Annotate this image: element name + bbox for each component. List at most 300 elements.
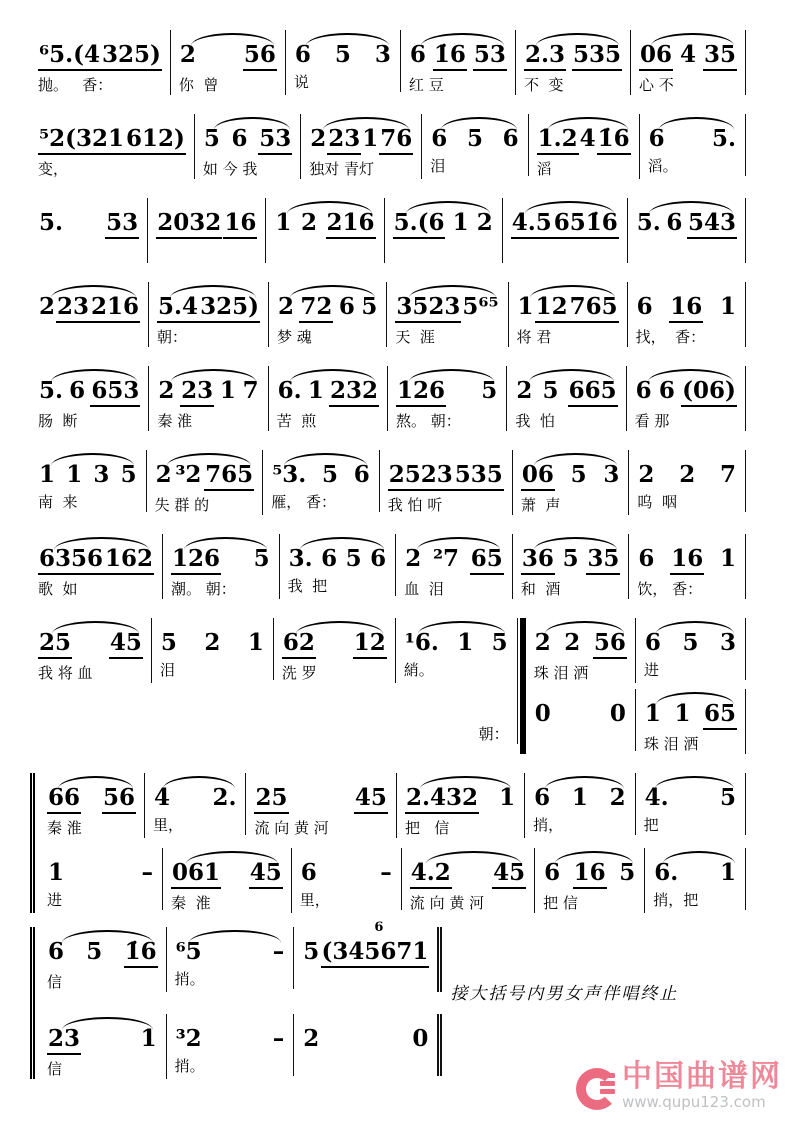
measure <box>526 689 636 751</box>
notation <box>395 294 499 323</box>
music-line <box>39 773 746 838</box>
note-token: 1 <box>517 293 534 320</box>
notation <box>274 210 375 239</box>
note-token: 6 <box>544 859 561 886</box>
music-line <box>30 534 746 599</box>
notation <box>636 210 737 239</box>
lyrics: 滔 <box>536 160 552 178</box>
note-token: 2 <box>609 784 626 811</box>
note-token: 126 <box>396 378 446 407</box>
notation <box>644 701 737 730</box>
notation <box>47 1026 158 1055</box>
notation <box>38 294 140 323</box>
notation <box>636 294 737 323</box>
measure <box>145 773 247 835</box>
notation <box>388 462 504 491</box>
notation <box>637 546 737 575</box>
notation <box>47 860 154 886</box>
measure <box>280 534 397 596</box>
note-token: 162 <box>104 546 154 575</box>
note-token: 5 <box>253 545 270 572</box>
notation <box>302 939 429 968</box>
note-token: 6 <box>294 41 311 68</box>
lyrics: 泪 <box>430 157 446 175</box>
note-token: 2 <box>155 461 172 488</box>
measure <box>147 450 264 515</box>
measure <box>148 198 266 263</box>
measure <box>636 618 746 680</box>
notation <box>521 546 621 575</box>
note-token: 2. <box>212 784 237 811</box>
music-system <box>30 450 746 515</box>
lyrics: 朝： <box>157 328 188 346</box>
lyrics: 苦 煎 <box>276 412 317 430</box>
note-token: 6 <box>431 125 448 152</box>
lyrics <box>302 972 429 992</box>
note-token: 535 <box>454 462 504 491</box>
note-token: ⁵3. <box>272 461 307 488</box>
lyrics: 南 来 <box>38 493 78 511</box>
note-token: 56 <box>243 42 277 71</box>
measure <box>39 848 163 910</box>
note-token: 1 <box>719 545 736 572</box>
lyrics: 失 群 的 <box>154 496 210 514</box>
note-token: 23 <box>56 294 90 323</box>
measure <box>503 198 628 263</box>
note-token: 6 <box>321 545 338 572</box>
note-token: 6 <box>644 629 661 656</box>
note-token: 3 <box>93 461 110 488</box>
note-token: 5. <box>39 209 64 236</box>
note-token: 4 <box>579 125 596 152</box>
notation <box>300 860 393 886</box>
note-token: 1 <box>719 293 736 320</box>
measure <box>246 773 396 838</box>
measure <box>30 366 149 431</box>
notation <box>171 546 271 575</box>
note-token: 1 <box>140 1025 157 1052</box>
note-token: 0 <box>412 1025 429 1052</box>
note-token: 2 <box>300 209 317 236</box>
measure <box>286 30 401 92</box>
note-token: – <box>272 1025 285 1052</box>
note-token: 1 <box>275 209 292 236</box>
note-token: 72 <box>299 294 333 323</box>
measure <box>292 848 402 910</box>
note-token: 2 <box>310 125 327 152</box>
note-token: (345671 <box>321 939 430 968</box>
note-token: 6. <box>277 377 302 404</box>
music-line <box>30 366 746 431</box>
lyrics: 天 涯 <box>395 328 435 346</box>
note-token: 3. <box>288 545 313 572</box>
measure <box>397 773 525 838</box>
note-token: 5 <box>542 377 559 404</box>
lyrics: 进 <box>47 891 63 909</box>
note-token: 126 <box>171 546 221 575</box>
lyrics: 抛。 香： <box>38 76 113 94</box>
note-token: 6 <box>648 125 665 152</box>
notation <box>157 378 259 407</box>
note-token: ⁵2(321 <box>38 126 125 155</box>
note-token: 2 <box>204 629 221 656</box>
lyrics: 和 酒 <box>520 580 561 598</box>
measure <box>396 534 513 599</box>
lyrics <box>38 327 140 347</box>
music-line <box>30 114 746 179</box>
note-token: 651̇6 <box>553 210 619 239</box>
note-token: 6 <box>370 545 387 572</box>
music-system <box>30 30 746 95</box>
note-token: 5 <box>203 125 220 152</box>
note-token: 1 <box>457 629 474 656</box>
measure <box>39 773 145 838</box>
note-token: 53 <box>258 126 292 155</box>
lyrics <box>38 243 139 263</box>
note-token: 765 <box>204 462 254 491</box>
notation <box>405 785 516 814</box>
measure <box>30 534 163 599</box>
note-token: 665 <box>568 378 618 407</box>
lyrics: 血 泪 <box>404 580 444 598</box>
note-token: 5.4 <box>157 294 199 323</box>
note-token: 3 <box>374 41 391 68</box>
note-token: 3523 <box>395 294 461 323</box>
lyrics: 里， <box>152 816 183 834</box>
measure <box>266 198 384 263</box>
lyrics: 秦 淮 <box>47 819 82 837</box>
measure <box>195 114 301 179</box>
measure <box>388 366 507 431</box>
note-token: 25 <box>38 630 72 659</box>
lyrics: 流 向 黄 河 <box>254 819 329 837</box>
note-token: 16 <box>670 546 704 575</box>
notation <box>277 378 379 407</box>
measure <box>645 848 746 910</box>
lyrics: 把 信 <box>543 894 578 912</box>
measure <box>513 450 630 515</box>
note-token: 5 <box>466 125 483 152</box>
note-token: 53 <box>105 210 139 239</box>
note-token: 4. <box>644 784 669 811</box>
note-token: – <box>272 938 285 965</box>
notation <box>521 462 621 491</box>
notation <box>515 378 617 407</box>
notation <box>637 462 737 488</box>
lyrics: 雁， 香： <box>271 493 336 511</box>
lyrics: 珠 泪 洒 <box>533 664 589 682</box>
lyrics <box>156 243 257 263</box>
note-token: 2523 <box>388 462 454 491</box>
note-token: 35 <box>586 546 620 575</box>
site-logo <box>576 1061 782 1111</box>
logo-bars <box>600 1070 615 1097</box>
notation <box>302 1026 429 1052</box>
lyrics: 捎。 <box>174 970 205 988</box>
lyrics: 萧 声 <box>520 496 561 514</box>
notation <box>644 785 737 811</box>
lyrics: 我 将 血 <box>38 664 93 682</box>
lyrics: 把 信 <box>404 819 450 837</box>
measure <box>167 927 295 989</box>
note-token: 56 <box>102 785 136 814</box>
note-token: 5 <box>491 629 508 656</box>
notation <box>203 126 292 155</box>
annotation-text: 接大括号内男女声伴唱终止 <box>450 984 679 1004</box>
lyrics: 肠 断 <box>38 412 78 430</box>
note-token: 6 <box>69 377 86 404</box>
note-token: 2 <box>39 293 56 320</box>
lyrics: 潮。 朝： <box>171 580 236 598</box>
note-token: 16 <box>573 860 607 889</box>
note-token: 16 <box>669 294 703 323</box>
music-system <box>30 920 746 1079</box>
note-token: ³2 <box>175 1025 202 1052</box>
note-token: 35 <box>703 42 737 71</box>
note-token: 5 <box>303 938 320 965</box>
measure <box>269 282 387 347</box>
measure <box>30 114 195 179</box>
music-line <box>30 30 746 95</box>
measure <box>301 114 422 179</box>
note-token: 45 <box>109 630 143 659</box>
note-token: 65 <box>470 546 504 575</box>
note-token: 4.5 <box>511 210 553 239</box>
note-token: 12 <box>353 630 387 659</box>
note-token: 06 <box>521 462 555 491</box>
measure <box>442 927 746 1004</box>
measure <box>387 282 508 347</box>
note-token: (06) <box>681 378 737 407</box>
note-token: 1 <box>499 784 516 811</box>
note-token: 2 <box>516 377 533 404</box>
notation <box>309 126 413 155</box>
note-token: 2 <box>158 377 175 404</box>
measure <box>171 30 286 95</box>
music-line <box>39 848 746 913</box>
notation <box>157 294 260 323</box>
notation <box>288 546 388 572</box>
lyrics: 将 君 <box>516 328 552 346</box>
notation <box>517 294 619 323</box>
notation <box>644 630 737 656</box>
note-token: 543 <box>687 210 737 239</box>
note-token: 653 <box>90 378 140 407</box>
note-token: 5 <box>481 377 498 404</box>
note-token: 53 <box>473 42 507 71</box>
lyrics: 洗 罗 <box>281 664 317 682</box>
measure <box>39 1014 167 1079</box>
measure <box>149 282 269 347</box>
measure <box>509 282 628 347</box>
note-token: 66 <box>47 785 81 814</box>
note-token: 5. <box>636 209 661 236</box>
voice-line-top <box>526 618 746 683</box>
lyrics: 珠 泪 洒 <box>643 735 699 753</box>
note-token: 5 <box>120 461 137 488</box>
lyrics: 里， <box>299 891 330 909</box>
note-token: 2 <box>534 629 551 656</box>
notation <box>38 210 139 239</box>
note-token: 216 <box>326 210 376 239</box>
notation <box>47 785 136 814</box>
notation <box>271 462 371 488</box>
measure <box>294 1014 442 1076</box>
note-token: 7 <box>242 377 259 404</box>
lyrics: 綃。 <box>403 661 434 679</box>
note-token: 061 <box>171 860 221 889</box>
notation <box>38 126 186 155</box>
lyrics: 独对 青灯 <box>309 160 374 178</box>
measure <box>628 198 746 263</box>
measure <box>30 450 147 512</box>
note-token: 2 <box>476 209 493 236</box>
note-token: ³2 <box>175 461 202 488</box>
lyrics <box>393 243 494 263</box>
note-token: 5 <box>322 461 339 488</box>
lyrics: 看 那 <box>634 412 670 430</box>
notation <box>511 210 619 239</box>
note-token: 2 <box>564 629 581 656</box>
notation <box>393 210 494 239</box>
measure <box>422 114 528 176</box>
note-token: 325) <box>199 294 260 323</box>
notation <box>254 785 387 814</box>
measure <box>149 366 268 431</box>
measure <box>385 198 503 263</box>
notation <box>410 860 526 889</box>
notation <box>171 860 283 889</box>
lyrics: 不 变 <box>523 76 564 94</box>
music-line <box>30 282 746 347</box>
lyrics: 进 <box>643 661 659 679</box>
note-token: ²7 <box>432 545 460 572</box>
note-token: 0 <box>534 700 551 727</box>
note-token: 2 <box>679 461 696 488</box>
note-token: 2032 <box>156 210 222 239</box>
note-token: 1̇6 <box>124 939 158 968</box>
music-system <box>30 618 746 754</box>
notation <box>404 546 504 575</box>
note-token: 5.(6 <box>393 210 446 239</box>
note-token: 1 <box>571 784 588 811</box>
note-token: 1̇6 <box>597 126 631 155</box>
note-token: 1 <box>307 377 324 404</box>
note-token: 5. <box>39 377 64 404</box>
measure <box>507 366 626 431</box>
note-token: 216 <box>90 294 140 323</box>
note-token: 12 <box>535 294 569 323</box>
lyrics: 歌 如 <box>38 580 78 598</box>
note-token: 16 <box>223 210 257 239</box>
notation <box>534 630 627 659</box>
note-token: 45 <box>354 785 388 814</box>
lyrics: 我 怕 听 <box>387 496 443 514</box>
measure <box>513 534 630 599</box>
note-token: 4 <box>153 784 170 811</box>
note-token: 2.432 <box>405 785 479 814</box>
notation <box>156 210 257 239</box>
music-line <box>39 920 746 1004</box>
measure <box>263 450 380 512</box>
notation <box>534 701 627 727</box>
lyrics: 流 向 黄 河 <box>409 894 485 912</box>
lyrics: 呜 咽 <box>637 493 677 511</box>
note-token: 6 <box>231 125 248 152</box>
measure <box>629 534 746 599</box>
measure <box>274 618 396 683</box>
notation <box>153 785 238 811</box>
lyrics: 信 <box>47 1060 63 1078</box>
note-token: – <box>141 859 154 886</box>
notation <box>38 630 143 659</box>
note-token: 2 <box>638 461 655 488</box>
note-token: 1 <box>719 859 736 886</box>
measure <box>636 773 746 835</box>
note-token: 6 <box>635 377 652 404</box>
notation <box>396 378 498 407</box>
notation <box>38 546 154 575</box>
lyrics: 信 <box>47 973 63 991</box>
notation <box>533 785 626 811</box>
measure <box>39 927 167 992</box>
note-token: 612) <box>125 126 186 155</box>
note-token: – <box>380 859 392 886</box>
notation <box>524 42 622 71</box>
note-token: 5 <box>570 461 587 488</box>
voice-line-bottom <box>526 689 746 754</box>
note-token: 5 <box>562 545 579 572</box>
note-token: ⁶5 <box>175 938 202 965</box>
measure <box>401 30 516 95</box>
note-token: 6 <box>638 545 655 572</box>
lyrics <box>450 1030 738 1050</box>
measure <box>152 618 274 680</box>
music-system <box>30 773 746 913</box>
note-token: 3 <box>720 629 737 656</box>
music-system <box>30 198 746 263</box>
two-voice-group <box>520 618 746 754</box>
note-token: 6 <box>534 784 551 811</box>
note-token: 36 <box>521 546 555 575</box>
note-token: 5 <box>345 545 362 572</box>
note-token: 4.2 <box>410 860 452 889</box>
note-token: 2 <box>303 1025 320 1052</box>
music-line <box>30 198 746 263</box>
lyrics: 熬。 朝： <box>395 412 461 430</box>
note-token: 5⁶⁵ <box>462 293 499 320</box>
notation <box>38 462 138 488</box>
lyrics <box>302 1056 429 1076</box>
note-token: 1 <box>39 461 56 488</box>
measure <box>30 282 149 347</box>
measure <box>628 282 746 347</box>
note-token: 5 <box>719 784 736 811</box>
logo-site-url: www.qupu123.com <box>622 1093 766 1111</box>
lyrics <box>511 243 619 263</box>
music-line <box>30 618 746 754</box>
music-line <box>30 450 746 515</box>
measure <box>30 198 148 263</box>
measure <box>640 114 746 176</box>
notation <box>537 126 631 155</box>
measure <box>163 848 292 913</box>
notation <box>635 378 737 407</box>
notation <box>179 42 277 71</box>
lyrics <box>274 243 375 263</box>
measure <box>636 689 746 754</box>
lyrics: 饮， 香： <box>637 580 703 598</box>
